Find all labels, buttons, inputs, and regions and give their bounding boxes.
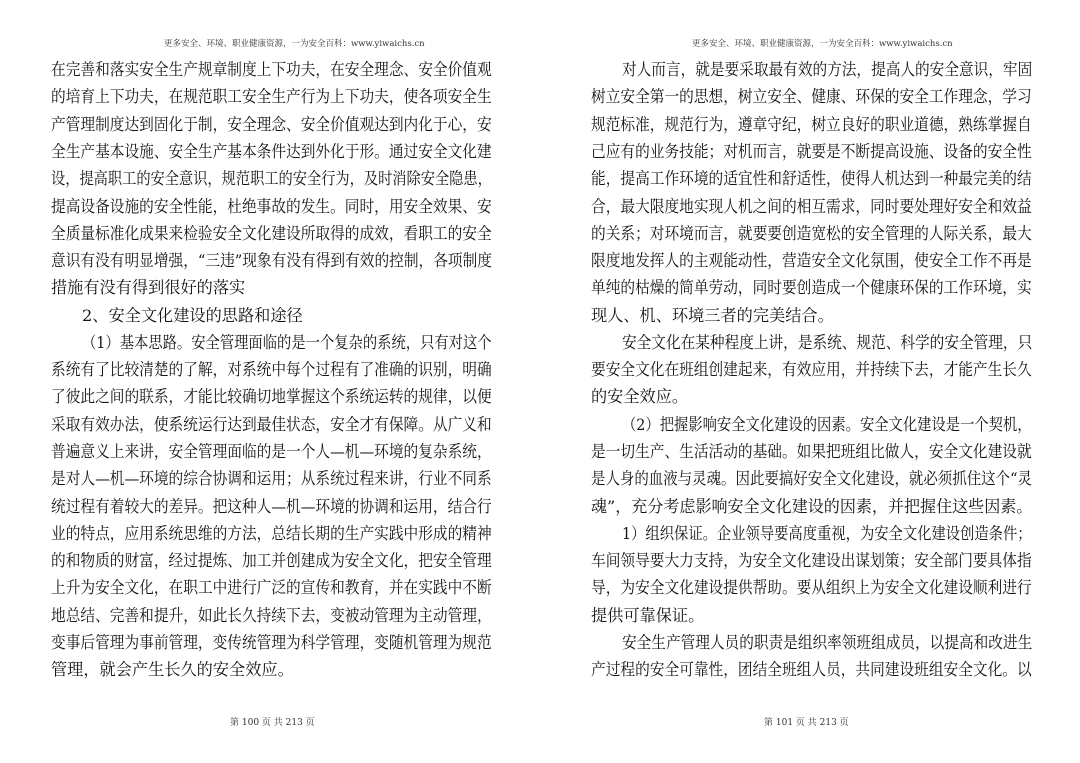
text-line: 限度地发挥人的主观能动性，营造安全文化氛围，使安全工作不再是 xyxy=(591,251,1032,270)
text-line: 设，提高职工的安全意识，规范职工的安全行为，及时消除安全隐患， xyxy=(51,169,492,188)
text-line: 能，提高工作环境的适宜性和舒适性，使得人机达到一种最完美的结 xyxy=(591,169,1032,188)
text-line: 导，为安全文化建设提供帮助。要从组织上为安全文化建设顺利进行 xyxy=(591,578,1032,597)
text-line: 产管理制度达到固化于制，安全理念、安全价值观达到内化于心，安 xyxy=(51,115,492,134)
text-line: 统过程有着较大的差异。把这种人—机—环境的协调和运用，结合行 xyxy=(51,497,492,516)
text-line: 产过程的安全可靠性，团结全班组人员，共同建设班组安全文化。以 xyxy=(591,660,1032,679)
text-line: 是人身的血液与灵魂。因此要搞好安全文化建设，就必须抓住这个“灵 xyxy=(591,469,1032,488)
text-line: 变事后管理为事前管理，变传统管理为科学管理，变随机管理为规范 xyxy=(51,633,492,652)
page-header: 更多安全、环境、职业健康资源，一为安全百科：www.yiwaichs.cn xyxy=(692,39,953,49)
text-line: 车间领导要大力支持，为安全文化建设出谋划策；安全部门要具体指 xyxy=(591,551,1032,570)
text-line: 在完善和落实安全生产规章制度上下功夫，在安全理念、安全价值观 xyxy=(51,60,492,79)
text-line: 树立安全第一的思想，树立安全、健康、环保的安全工作理念，学习 xyxy=(591,87,1032,106)
text-line: （1）基本思路。安全管理面临的是一个复杂的系统，只有对这个 xyxy=(82,333,492,352)
right-page xyxy=(540,0,1080,763)
page-number: 第 101 页 共 213 页 xyxy=(764,718,849,728)
page-number: 第 100 页 共 213 页 xyxy=(230,718,315,728)
text-line: 单纯的枯燥的简单劳动，同时要创造成一个健康环保的工作环境，实 xyxy=(591,278,1032,297)
text-line: 是一切生产、生活活动的基础。如果把班组比做人，安全文化建设就 xyxy=(591,442,1032,461)
text-line: 1）组织保证。企业领导要高度重视，为安全文化建设创造条件； xyxy=(622,524,1032,543)
text-line: 对人而言，就是要采取最有效的方法，提高人的安全意识，牢固 xyxy=(622,60,1033,79)
text-line: 地总结、完善和提升，如此长久持续下去，变被动管理为主动管理， xyxy=(51,606,492,625)
text-line: 管理，就会产生长久的安全效应。 xyxy=(51,660,294,679)
text-line: 了彼此之间的联系，才能比较确切地掌握这个系统运转的规律，以便 xyxy=(51,387,492,406)
text-line: 系统有了比较清楚的了解，对系统中每个过程有了准确的识别，明确 xyxy=(51,360,492,379)
text-line: 业的特点，应用系统思维的方法，总结长期的生产实践中形成的精神 xyxy=(51,524,492,543)
text-line: 是对人—机—环境的综合协调和运用；从系统过程来讲，行业不同系 xyxy=(51,469,492,488)
text-line: 上升为安全文化，在职工中进行广泛的宣传和教育，并在实践中不断 xyxy=(51,578,492,597)
text-line: 措施有没有得到很好的落实 xyxy=(51,278,246,297)
text-line: 合，最大限度地实现人机之间的相互需求，同时要处理好安全和效益 xyxy=(591,197,1032,216)
text-line: 安全生产管理人员的职责是组织率领班组成员，以提高和改进生 xyxy=(622,633,1033,652)
text-line: 意识有没有明显增强，“三违”现象有没有得到有效的控制，各项制度 xyxy=(51,251,492,270)
text-line: 的安全效应。 xyxy=(591,387,689,406)
text-line: 普遍意义上来讲，安全管理面临的是一个人—机—环境的复杂系统， xyxy=(51,442,492,461)
text-line: 要安全文化在班组创建起来，有效应用，并持续下去，才能产生长久 xyxy=(591,360,1032,379)
page-header: 更多安全、环境、职业健康资源，一为安全百科：www.yiwaichs.cn xyxy=(164,39,425,49)
text-line: 的关系；对环境而言，就要要创造宽松的安全管理的人际关系，最大 xyxy=(591,224,1032,243)
text-line: 魂”，充分考虑影响安全文化建设的因素，并把握住这些因素。 xyxy=(591,497,1033,516)
text-line: 安全文化在某种程度上讲，是系统、规范、科学的安全管理，只 xyxy=(622,333,1033,352)
text-line: 全生产基本设施、安全生产基本条件达到外化于形。通过安全文化建 xyxy=(51,142,492,161)
section-heading: 2、安全文化建设的思路和途径 xyxy=(82,306,303,325)
text-line: 的和物质的财富，经过提炼、加工并创建成为安全文化，把安全管理 xyxy=(51,551,492,570)
text-line: 全质量标准化成果来检验安全文化建设所取得的成效，看职工的安全 xyxy=(51,224,492,243)
text-line: 的培育上下功夫，在规范职工安全生产行为上下功夫，使各项安全生 xyxy=(51,87,492,106)
text-line: 采取有效办法，使系统运行达到最佳状态，安全才有保障。从广义和 xyxy=(51,415,492,434)
text-line: 提高设备设施的安全性能，杜绝事故的发生。同时，用安全效果、安 xyxy=(51,197,492,216)
text-line: 规范标准，规范行为，遵章守纪，树立良好的职业道德，熟练掌握自 xyxy=(591,115,1032,134)
text-line: 现人、机、环境三者的完美结合。 xyxy=(591,306,834,325)
text-line: 提供可靠保证。 xyxy=(591,606,705,625)
text-line: （2）把握影响安全文化建设的因素。安全文化建设是一个契机， xyxy=(622,415,1032,434)
text-line: 己应有的业务技能；对机而言，就要是不断提高设施、设备的安全性 xyxy=(591,142,1032,161)
